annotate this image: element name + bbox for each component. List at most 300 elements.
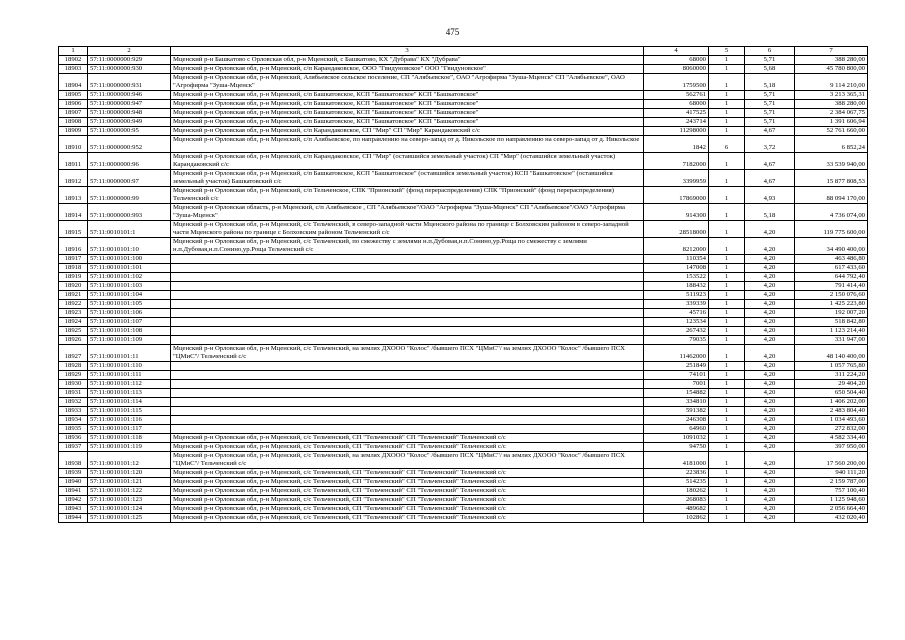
row-number: 18908: [59, 118, 88, 127]
area-cell: 11298000: [644, 127, 709, 136]
value-cell: 2 150 076,60: [795, 291, 868, 300]
table-row: [59, 170, 868, 187]
rate-cell: 4,20: [745, 309, 795, 318]
table-row: [59, 264, 868, 273]
cadastral-number: 57:11:0010101:12: [88, 452, 171, 469]
count-cell: 1: [709, 469, 745, 478]
area-cell: 562761: [644, 91, 709, 100]
row-number: 18902: [59, 56, 88, 65]
address-cell: [171, 282, 644, 291]
cadastral-number: 57:11:0000000:929: [88, 56, 171, 65]
cadastral-number: 57:11:0000000:947: [88, 100, 171, 109]
table-row: [59, 109, 868, 118]
area-cell: 489682: [644, 505, 709, 514]
rate-cell: 4,67: [745, 153, 795, 170]
cadastral-number: 57:11:0010101:118: [88, 434, 171, 443]
page-number: 475: [445, 27, 460, 37]
row-number: 18944: [59, 514, 88, 523]
row-number: 18934: [59, 416, 88, 425]
table-row: [59, 336, 868, 345]
rate-cell: 5,71: [745, 91, 795, 100]
value-cell: 119 775 600,00: [795, 221, 868, 238]
address-cell: [171, 398, 644, 407]
header-row: [59, 47, 868, 56]
area-cell: 68000: [644, 56, 709, 65]
address-cell: [171, 300, 644, 309]
address-cell: [171, 380, 644, 389]
cadastral-number: 57:11:0010101:120: [88, 469, 171, 478]
address-cell: [171, 309, 644, 318]
value-cell: 388 280,00: [795, 56, 868, 65]
address-cell: Мценский р-н Орловская обл, р-н Мценский, с/с Тельченский, СП "Тельченский" СП "Тельченский" Тельченский с/с: [171, 514, 644, 523]
column-header: 4: [644, 47, 709, 56]
cadastral-number: 57:11:0010101:119: [88, 443, 171, 452]
value-cell: 4 736 074,00: [795, 204, 868, 221]
address-cell: Мценский р-н Орловская обл, р-н Мценский, с/п Алябьевское, по направлению на северо-запад от д. Никольское по направлению на северо-запад от д. Никольское: [171, 136, 644, 153]
value-cell: 1 057 765,80: [795, 362, 868, 371]
count-cell: 1: [709, 65, 745, 74]
cadastral-number: 57:11:0010101:122: [88, 487, 171, 496]
table-row: [59, 187, 868, 204]
area-cell: 79035: [644, 336, 709, 345]
value-cell: 1 034 493,60: [795, 416, 868, 425]
value-cell: 311 224,20: [795, 371, 868, 380]
table-row: [59, 273, 868, 282]
table-row: [59, 469, 868, 478]
cadastral-number: 57:11:0010101:116: [88, 416, 171, 425]
cadastral-number: 57:11:0010101:104: [88, 291, 171, 300]
rate-cell: 4,20: [745, 452, 795, 469]
rate-cell: 4,20: [745, 300, 795, 309]
table-row: [59, 434, 868, 443]
value-cell: 644 792,40: [795, 273, 868, 282]
cadastral-number: 57:11:0000000:930: [88, 65, 171, 74]
address-cell: [171, 389, 644, 398]
table-row: [59, 221, 868, 238]
value-cell: 17 560 200,00: [795, 452, 868, 469]
address-cell: [171, 336, 644, 345]
address-cell: [171, 327, 644, 336]
row-number: 18918: [59, 264, 88, 273]
row-number: 18929: [59, 371, 88, 380]
cadastral-number: 57:11:0010101:121: [88, 478, 171, 487]
table-row: [59, 74, 868, 91]
address-cell: Мценский р-н Орловская обл, р-н Мценский, с/с Тельченский, СП "Тельченский" СП "Тельченский" Тельченский с/с: [171, 496, 644, 505]
row-number: 18922: [59, 300, 88, 309]
value-cell: 192 007,20: [795, 309, 868, 318]
area-cell: 74101: [644, 371, 709, 380]
table-row: [59, 291, 868, 300]
rate-cell: 4,20: [745, 469, 795, 478]
row-number: 18907: [59, 109, 88, 118]
area-cell: 147008: [644, 264, 709, 273]
address-cell: Мценский р-н Орловская обл, р-н Мценский, с/п Башкатовское, КСП "Башкатовское" КСП "Башкатовское": [171, 109, 644, 118]
table-row: [59, 478, 868, 487]
cadastral-number: 57:11:0010101:114: [88, 398, 171, 407]
rate-cell: 4,20: [745, 327, 795, 336]
table-row: [59, 100, 868, 109]
address-cell: [171, 273, 644, 282]
row-number: 18914: [59, 204, 88, 221]
cadastral-number: 57:11:0010101:108: [88, 327, 171, 336]
address-cell: [171, 264, 644, 273]
rate-cell: 4,20: [745, 389, 795, 398]
rate-cell: 4,20: [745, 416, 795, 425]
count-cell: 1: [709, 300, 745, 309]
row-number: 18926: [59, 336, 88, 345]
value-cell: 52 761 660,00: [795, 127, 868, 136]
address-cell: Мценский р-н Орловская обл, р-н Мценский, с/с Тельченский, СП "Тельченский" СП "Тельченский" Тельченский с/с: [171, 443, 644, 452]
count-cell: 1: [709, 91, 745, 100]
rate-cell: 4,20: [745, 505, 795, 514]
cadastral-number: 57:11:0010101:106: [88, 309, 171, 318]
row-number: 18941: [59, 487, 88, 496]
row-number: 18917: [59, 255, 88, 264]
rate-cell: 3,72: [745, 136, 795, 153]
rate-cell: 4,20: [745, 487, 795, 496]
row-number: 18919: [59, 273, 88, 282]
row-number: 18913: [59, 187, 88, 204]
count-cell: 1: [709, 318, 745, 327]
count-cell: 1: [709, 109, 745, 118]
rate-cell: 4,67: [745, 170, 795, 187]
count-cell: 1: [709, 478, 745, 487]
row-number: 18927: [59, 345, 88, 362]
address-cell: Мценский р-н Орловская обл, р-н Мценский, с/п Башкатовское, КСП "Башкатовское" КСП "Башкатовское": [171, 118, 644, 127]
table-row: [59, 380, 868, 389]
address-cell: Мценский р-н Орловская обл, р-н Мценский, с/с Тельченский, СП "Тельченский" СП "Тельченский" Тельченский с/с: [171, 505, 644, 514]
table-row: [59, 496, 868, 505]
area-cell: 251849: [644, 362, 709, 371]
cadastral-number: 57:11:0010101:107: [88, 318, 171, 327]
table-row: [59, 487, 868, 496]
count-cell: 1: [709, 416, 745, 425]
count-cell: 1: [709, 407, 745, 416]
value-cell: 2 483 804,40: [795, 407, 868, 416]
count-cell: 1: [709, 380, 745, 389]
count-cell: 1: [709, 345, 745, 362]
address-cell: [171, 255, 644, 264]
rate-cell: 5,71: [745, 100, 795, 109]
row-number: 18937: [59, 443, 88, 452]
value-cell: 1 125 948,60: [795, 496, 868, 505]
table-row: [59, 407, 868, 416]
row-number: 18939: [59, 469, 88, 478]
rate-cell: 4,20: [745, 336, 795, 345]
cadastral-number: 57:11:0010101:100: [88, 255, 171, 264]
value-cell: 15 877 808,53: [795, 170, 868, 187]
area-cell: 153522: [644, 273, 709, 282]
row-number: 18915: [59, 221, 88, 238]
rate-cell: 4,20: [745, 380, 795, 389]
rate-cell: 4,20: [745, 371, 795, 380]
area-cell: 94750: [644, 443, 709, 452]
value-cell: 45 780 800,00: [795, 65, 868, 74]
rate-cell: 4,20: [745, 407, 795, 416]
area-cell: 64960: [644, 425, 709, 434]
row-number: 18906: [59, 100, 88, 109]
value-cell: 3 213 365,31: [795, 91, 868, 100]
rate-cell: 4,20: [745, 282, 795, 291]
value-cell: 791 414,40: [795, 282, 868, 291]
value-cell: 6 852,24: [795, 136, 868, 153]
cadastral-number: 57:11:0010101:115: [88, 407, 171, 416]
table-row: [59, 425, 868, 434]
value-cell: 940 111,20: [795, 469, 868, 478]
table-row: [59, 452, 868, 469]
address-cell: Мценский р-н Орловская обл, р-н Мценский, с/с Тельченский, СП "Тельченский" СП "Тельченский" Тельченский с/с: [171, 478, 644, 487]
cadastral-number: 57:11:0000000:993: [88, 204, 171, 221]
rate-cell: 5,18: [745, 74, 795, 91]
value-cell: 1 406 202,00: [795, 398, 868, 407]
rate-cell: 4,20: [745, 443, 795, 452]
address-cell: Мценский р-н Орловская обл, р-н Мценский, с/с Тельченский, СП "Тельченский" СП "Тельченский" Тельченский с/с: [171, 487, 644, 496]
value-cell: 2 159 787,00: [795, 478, 868, 487]
address-cell: Мценский р-н Орловская обл, р-н Мценский, с/с Тельченский, на землях ДХООО "Колос" /бывшего ПСХ "ЦМиС"/ на землях ДХООО "Колос" /бывшего ПСХ "ЦМиС"/ Тельченский с/с: [171, 452, 644, 469]
table-row: [59, 136, 868, 153]
table-row: [59, 416, 868, 425]
rate-cell: 4,20: [745, 291, 795, 300]
row-number: 18943: [59, 505, 88, 514]
count-cell: 1: [709, 496, 745, 505]
address-cell: Мценский р-н Орловская обл, р-н Мценский, с/с Тельченский, СП "Тельченский" СП "Тельченский" Тельченский с/с: [171, 434, 644, 443]
value-cell: 1 123 214,40: [795, 327, 868, 336]
row-number: 18921: [59, 291, 88, 300]
cadastral-number: 57:11:0000000:97: [88, 170, 171, 187]
column-header: 6: [745, 47, 795, 56]
area-cell: 7182000: [644, 153, 709, 170]
row-number: 18933: [59, 407, 88, 416]
area-cell: 1091032: [644, 434, 709, 443]
rate-cell: 4,20: [745, 273, 795, 282]
address-cell: Мценский р-н Башкатово с Орловская обл, р-н Мценский, с Башкатово, КХ "Дубрава" КХ "Дубрава": [171, 56, 644, 65]
count-cell: 1: [709, 398, 745, 407]
row-number: 18935: [59, 425, 88, 434]
value-cell: 88 094 170,00: [795, 187, 868, 204]
row-number: 18925: [59, 327, 88, 336]
area-cell: 11462000: [644, 345, 709, 362]
cadastral-number: 57:11:0000000:949: [88, 118, 171, 127]
value-cell: 34 490 400,00: [795, 238, 868, 255]
table-row: [59, 318, 868, 327]
address-cell: Мценский р-н Орловская обл, р-н Мценский, с/с Тельченский, в северо-западной части Мценского района по границе с Болховским районом в северо-западной части Мценского района по границе с Болховским районом Тельченский с/с: [171, 221, 644, 238]
count-cell: 1: [709, 425, 745, 434]
count-cell: 1: [709, 100, 745, 109]
count-cell: 1: [709, 221, 745, 238]
address-cell: Мценский р-н Орловская область, р-н Мценский, с/п Алябьевское , СП "Алябьевское"/ОАО "Агрофирма "Зуша-Мценск" СП "Алябьевское"/ОАО "Агрофирма "Зуша-Мценск": [171, 204, 644, 221]
address-cell: [171, 291, 644, 300]
count-cell: 1: [709, 434, 745, 443]
value-cell: 33 539 940,00: [795, 153, 868, 170]
address-cell: [171, 425, 644, 434]
row-number: 18905: [59, 91, 88, 100]
rate-cell: 4,20: [745, 345, 795, 362]
area-cell: 102862: [644, 514, 709, 523]
count-cell: 1: [709, 255, 745, 264]
count-cell: 1: [709, 273, 745, 282]
area-cell: 591382: [644, 407, 709, 416]
row-number: 18910: [59, 136, 88, 153]
table-row: [59, 505, 868, 514]
count-cell: 1: [709, 487, 745, 496]
table-row: [59, 56, 868, 65]
rate-cell: 5,68: [745, 65, 795, 74]
cadastral-number: 57:11:0010101:110: [88, 362, 171, 371]
address-cell: [171, 362, 644, 371]
address-cell: Мценский р-н Орловская обл, р-н Мценский, с/с Тельченский, СП "Тельченский" СП "Тельченский" Тельченский с/с: [171, 469, 644, 478]
table-row: [59, 118, 868, 127]
value-cell: 757 100,40: [795, 487, 868, 496]
cadastral-number: 57:11:0010101:109: [88, 336, 171, 345]
row-number: 18936: [59, 434, 88, 443]
cadastral-number: 57:11:0010101:123: [88, 496, 171, 505]
address-cell: [171, 371, 644, 380]
area-cell: 4181000: [644, 452, 709, 469]
table-row: [59, 443, 868, 452]
row-number: 18931: [59, 389, 88, 398]
row-number: 18932: [59, 398, 88, 407]
address-cell: Мценский р-н Орловская обл, р-н Мценский, с/п Карандаковское, ООО "Гвидуновское" ООО "Гвидуновское": [171, 65, 644, 74]
table-row: [59, 389, 868, 398]
cadastral-number: 57:11:0000000:931: [88, 74, 171, 91]
area-cell: 1842: [644, 136, 709, 153]
area-cell: 180262: [644, 487, 709, 496]
table-row: [59, 362, 868, 371]
count-cell: 1: [709, 238, 745, 255]
column-header: 1: [59, 47, 88, 56]
rate-cell: 4,20: [745, 238, 795, 255]
row-number: 18909: [59, 127, 88, 136]
area-cell: 267432: [644, 327, 709, 336]
column-header: 2: [88, 47, 171, 56]
value-cell: 388 280,00: [795, 100, 868, 109]
count-cell: 1: [709, 187, 745, 204]
column-header: 5: [709, 47, 745, 56]
address-cell: Мценский р-н Орловская обл, р-н Мценский, с/с Тельченский, по смежеству с землями н.п.Дубовая,н.п.Сонино,ур.Роща по смежеству с землями н.п.Дубовая,н.п.Сонино,ур.Роща Тельченский с/с: [171, 238, 644, 255]
cadastral-number: 57:11:0010101:111: [88, 371, 171, 380]
area-cell: 8212000: [644, 238, 709, 255]
rate-cell: 5,71: [745, 56, 795, 65]
rate-cell: 4,20: [745, 221, 795, 238]
rate-cell: 4,20: [745, 318, 795, 327]
table-row: [59, 514, 868, 523]
value-cell: 4 582 334,40: [795, 434, 868, 443]
rate-cell: 4,20: [745, 398, 795, 407]
count-cell: 1: [709, 170, 745, 187]
value-cell: 617 433,60: [795, 264, 868, 273]
count-cell: 1: [709, 505, 745, 514]
value-cell: 1 425 223,80: [795, 300, 868, 309]
area-cell: 243714: [644, 118, 709, 127]
area-cell: 511923: [644, 291, 709, 300]
table-row: [59, 309, 868, 318]
rate-cell: 4,20: [745, 434, 795, 443]
address-cell: Мценский р-н Орловская обл, р-н Мценский, с/п Карандаковское, СП "Мир" СП "Мир" Карандаковский с/с: [171, 127, 644, 136]
area-cell: 8060000: [644, 65, 709, 74]
address-cell: Мценский р-н Орловская обл, р-н Мценский, с/с Тельченский, на землях ДХООО "Колос" /бывшего ПСХ "ЦМиС"/ на землях ДХООО "Колос" /бывшего ПСХ "ЦМиС"/ Тельченский с/с: [171, 345, 644, 362]
table-row: [59, 238, 868, 255]
column-header: 7: [795, 47, 868, 56]
table-row: [59, 153, 868, 170]
rate-cell: 4,20: [745, 255, 795, 264]
table-row: [59, 65, 868, 74]
value-cell: 432 020,40: [795, 514, 868, 523]
cadastral-number: 57:11:0000000:946: [88, 91, 171, 100]
count-cell: 1: [709, 56, 745, 65]
area-cell: 45716: [644, 309, 709, 318]
column-header: 3: [171, 47, 644, 56]
cadastral-number: 57:11:0010101:102: [88, 273, 171, 282]
value-cell: 1 391 606,94: [795, 118, 868, 127]
table-row: [59, 345, 868, 362]
rate-cell: 4,67: [745, 127, 795, 136]
cadastral-number: 57:11:0010101:101: [88, 264, 171, 273]
count-cell: 1: [709, 371, 745, 380]
row-number: 18924: [59, 318, 88, 327]
cadastral-number: 57:11:0000000:99: [88, 187, 171, 204]
table-row: [59, 91, 868, 100]
count-cell: 1: [709, 362, 745, 371]
row-number: 18923: [59, 309, 88, 318]
cadastral-number: 57:11:0010101:105: [88, 300, 171, 309]
address-cell: [171, 407, 644, 416]
rate-cell: 4,20: [745, 514, 795, 523]
area-cell: 246308: [644, 416, 709, 425]
address-cell: [171, 416, 644, 425]
area-cell: 17869000: [644, 187, 709, 204]
count-cell: 1: [709, 127, 745, 136]
area-cell: 7001: [644, 380, 709, 389]
area-cell: 914300: [644, 204, 709, 221]
count-cell: 1: [709, 153, 745, 170]
count-cell: 1: [709, 514, 745, 523]
count-cell: 1: [709, 264, 745, 273]
area-cell: 417525: [644, 109, 709, 118]
value-cell: 331 947,00: [795, 336, 868, 345]
value-cell: 48 140 400,00: [795, 345, 868, 362]
cadastral-number: 57:11:0000000:96: [88, 153, 171, 170]
value-cell: 29 404,20: [795, 380, 868, 389]
value-cell: 272 832,00: [795, 425, 868, 434]
address-cell: [171, 318, 644, 327]
cadastral-number: 57:11:0010101:117: [88, 425, 171, 434]
count-cell: 1: [709, 389, 745, 398]
area-cell: 339339: [644, 300, 709, 309]
row-number: 18911: [59, 153, 88, 170]
row-number: 18940: [59, 478, 88, 487]
count-cell: 1: [709, 204, 745, 221]
area-cell: 1759500: [644, 74, 709, 91]
value-cell: 397 950,00: [795, 443, 868, 452]
count-cell: 1: [709, 336, 745, 345]
count-cell: 1: [709, 452, 745, 469]
area-cell: 3399959: [644, 170, 709, 187]
table-row: [59, 282, 868, 291]
rate-cell: 4,20: [745, 496, 795, 505]
cadastral-number: 57:11:0000000:948: [88, 109, 171, 118]
area-cell: 123534: [644, 318, 709, 327]
cadastral-table: [58, 46, 868, 523]
count-cell: 1: [709, 282, 745, 291]
address-cell: Мценский р-н Орловская обл, р-н Мценский, с/п Карандаковское, СП "Мир" (оставшийся земельный участок) СП "Мир" (оставшийся земельный участок) Карандаковский с/с: [171, 153, 644, 170]
count-cell: 1: [709, 443, 745, 452]
count-cell: 1: [709, 74, 745, 91]
area-cell: 188432: [644, 282, 709, 291]
area-cell: 514235: [644, 478, 709, 487]
row-number: 18903: [59, 65, 88, 74]
cadastral-number: 57:11:0010101:11: [88, 345, 171, 362]
row-number: 18928: [59, 362, 88, 371]
